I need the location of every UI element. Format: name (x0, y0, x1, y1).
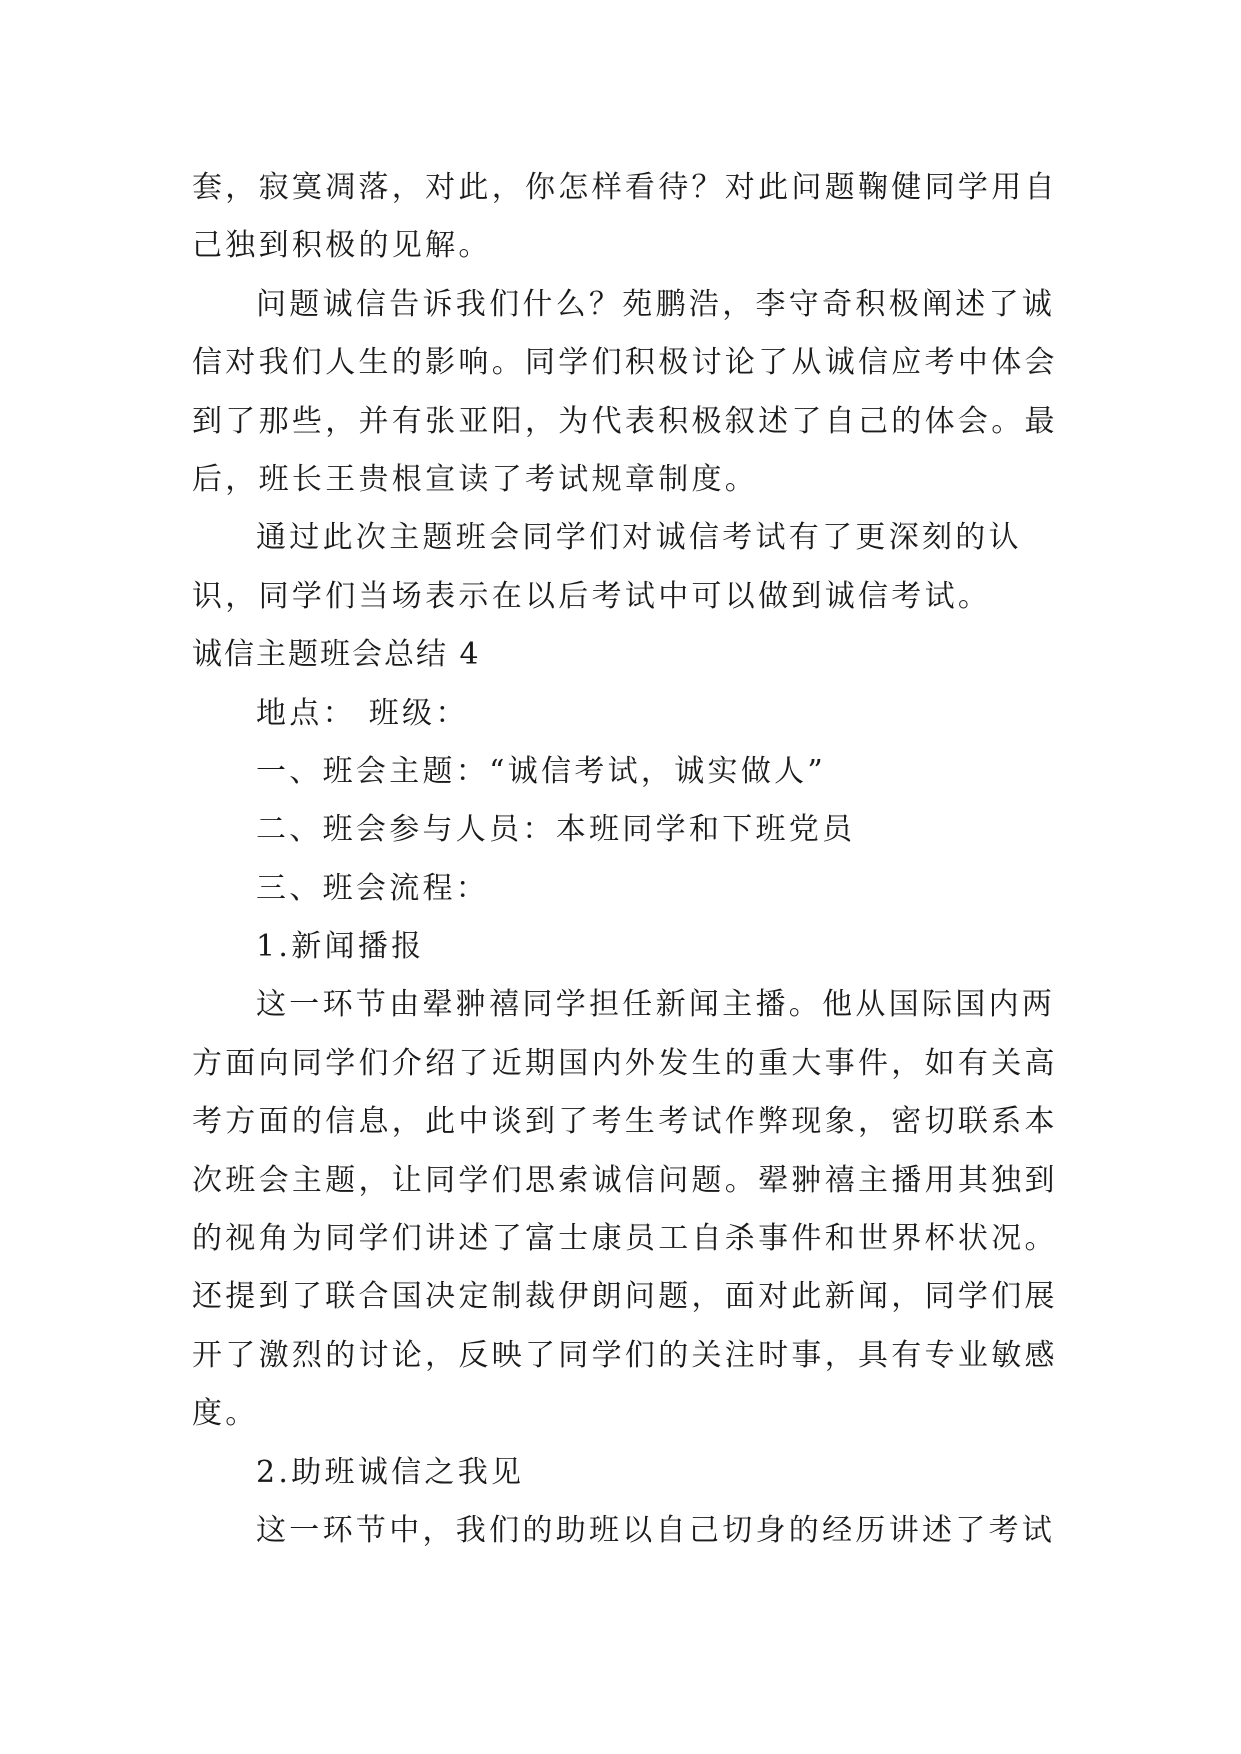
paragraph (192, 918, 1062, 976)
paragraph (192, 801, 1062, 859)
paragraph (192, 976, 1062, 1443)
text-line: 信对我们人生的影响。同学们积极讨论了从诚信应考中体会 (192, 345, 1058, 381)
paragraph (192, 1444, 1062, 1502)
text-line: 到了那些，并有张亚阳，为代表积极叙述了自己的体会。最 (192, 403, 1058, 439)
text-line: 己独到积极的见解。 (192, 228, 492, 264)
paragraph (192, 276, 1062, 510)
text-line: 方面向同学们介绍了近期国内外发生的重大事件，如有关高 (192, 1045, 1058, 1081)
text-line: 2.助班诚信之我见 (256, 1454, 525, 1490)
document-body (192, 159, 1062, 1560)
paragraph (192, 159, 1062, 276)
text-line: 三、班会流程： (256, 870, 490, 906)
text-line: 一、班会主题：“诚信考试，诚实做人” (256, 753, 827, 789)
paragraph (192, 860, 1062, 918)
text-line: 二、班会参与人员：本班同学和下班党员 (256, 812, 856, 848)
heading-text: 诚信主题班会总结 4 (192, 637, 481, 673)
text-line: 次班会主题，让同学们思索诚信问题。翚翀禧主播用其独到 (192, 1162, 1058, 1198)
paragraph (192, 685, 1062, 743)
text-line: 识，同学们当场表示在以后考试中可以做到诚信考试。 (192, 578, 992, 614)
section-heading (192, 626, 1062, 684)
text-line: 这一环节由翚翀禧同学担任新闻主播。他从国际国内两 (256, 987, 1056, 1023)
text-line: 考方面的信息，此中谈到了考生考试作弊现象，密切联系本 (192, 1104, 1058, 1140)
text-line: 地点： 班级： (256, 695, 469, 731)
text-line: 套，寂寞凋落，对此，你怎样看待？对此问题鞠健同学用自 (192, 170, 1058, 205)
text-line: 还提到了联合国决定制裁伊朗问题，面对此新闻，同学们展 (192, 1279, 1058, 1315)
text-line: 问题诚信告诉我们什么？苑鹏浩，李守奇积极阐述了诚 (256, 286, 1056, 322)
text-line: 这一环节中，我们的助班以自己切身的经历讲述了考试 (256, 1512, 1056, 1548)
text-line: 的视角为同学们讲述了富士康员工自杀事件和世界杯状况。 (192, 1221, 1058, 1257)
text-line: 度。 (192, 1396, 259, 1432)
paragraph (192, 509, 1062, 626)
text-line: 1.新闻播报 (256, 929, 425, 965)
text-line: 后，班长王贵根宣读了考试规章制度。 (192, 461, 759, 497)
paragraph (192, 743, 1062, 801)
text-line: 开了激烈的讨论，反映了同学们的关注时事，具有专业敏感 (192, 1337, 1058, 1373)
paragraph (192, 1502, 1062, 1560)
text-line: 通过此次主题班会同学们对诚信考试有了更深刻的认 (256, 520, 1022, 556)
